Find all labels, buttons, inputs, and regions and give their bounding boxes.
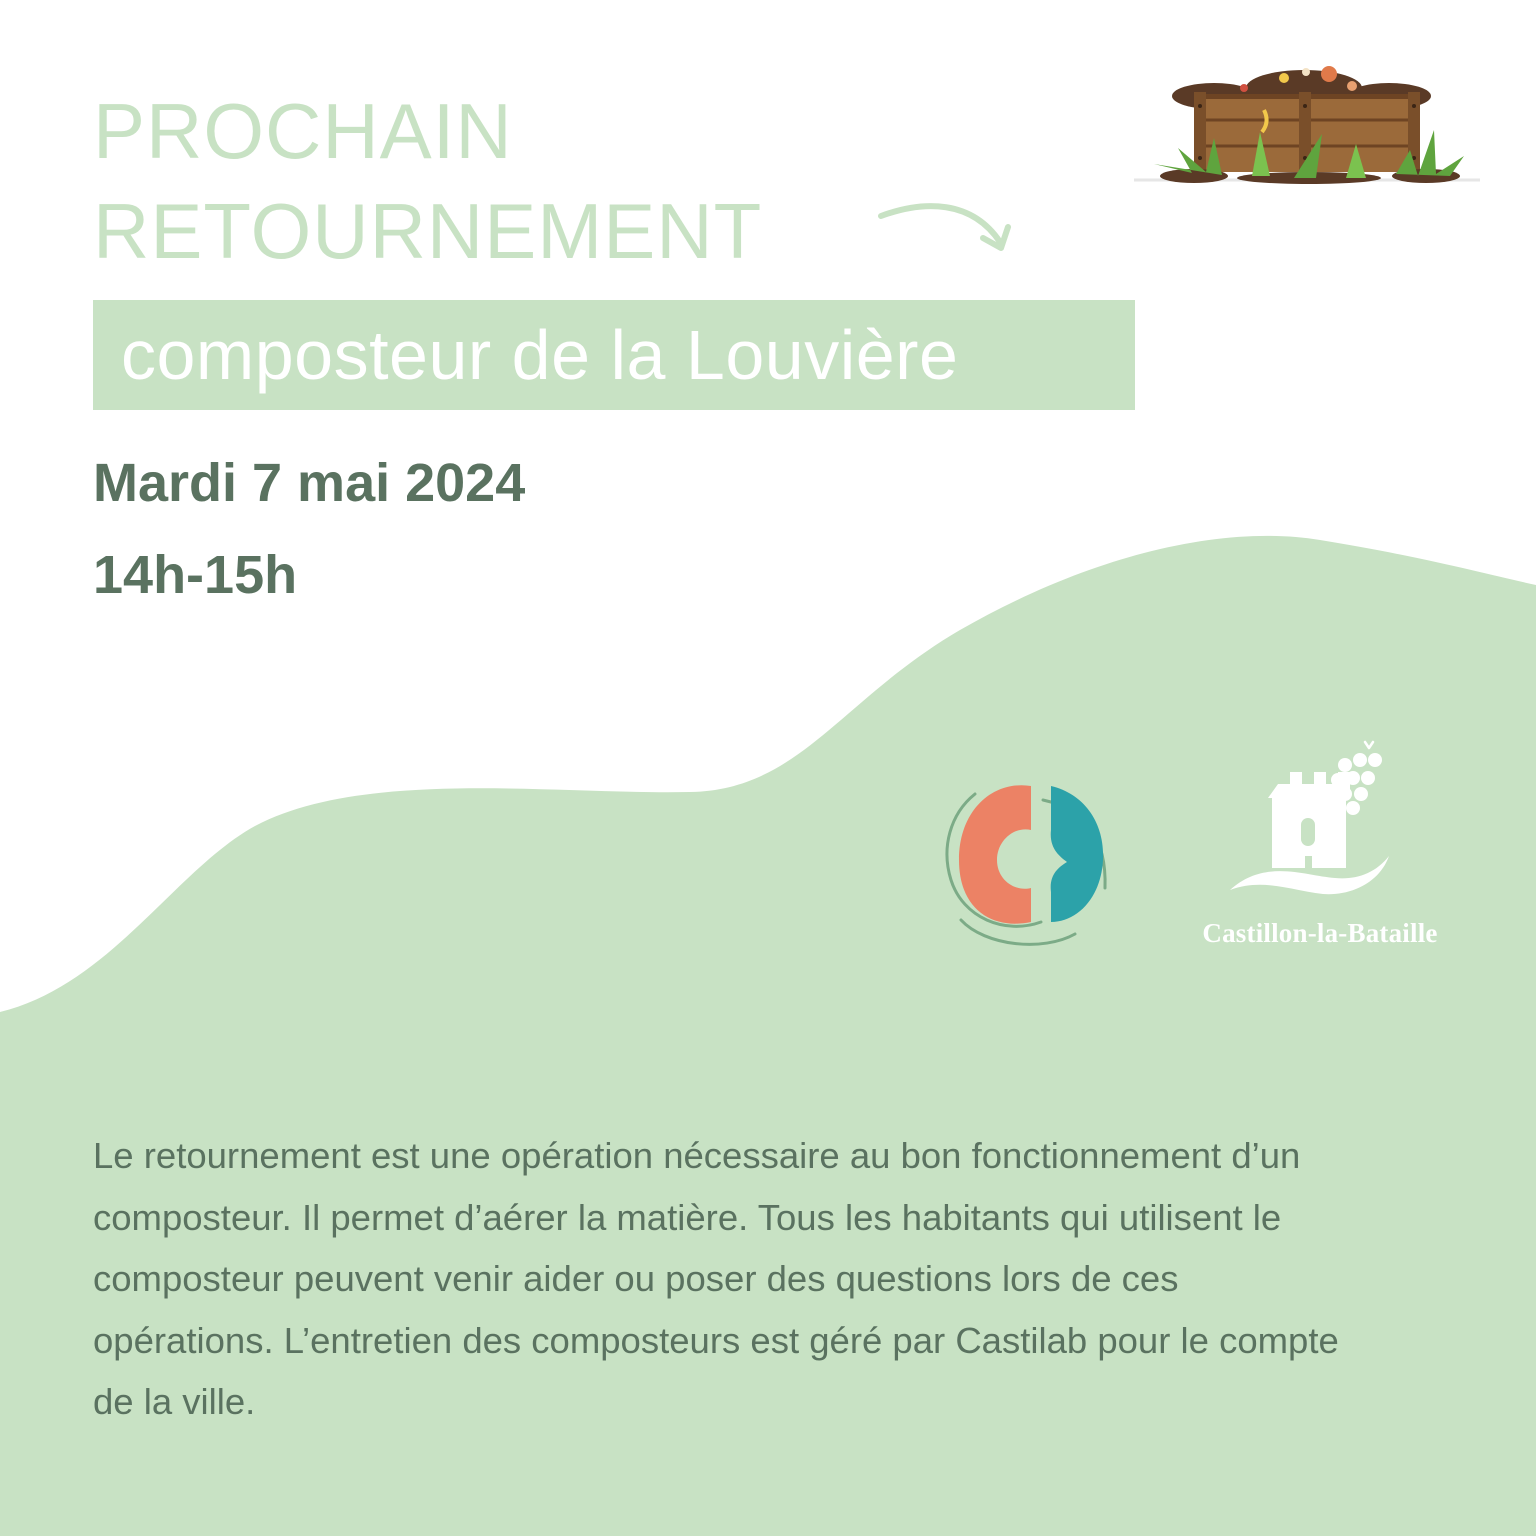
compost-bin-illustration (1134, 60, 1480, 190)
location-banner (93, 300, 1135, 410)
castilab-logo (935, 770, 1115, 955)
town-name: Castillon-la-Bataille (1202, 918, 1438, 948)
castillon-logo (1150, 738, 1490, 958)
headline-line-2: RETOURNEMENT (93, 187, 763, 275)
event-time: 14h-15h (93, 545, 298, 605)
curved-arrow-icon (874, 194, 1019, 260)
castle-grapes-icon (1225, 738, 1395, 898)
location-name: composteur de la Louvière (121, 316, 959, 394)
headline-line-1: PROCHAIN (93, 87, 513, 175)
description-paragraph: Le retournement est une opération nécessaire au bon fonctionnement d’un composteur. Il permet d’aérer la matière. Tous les habitants qui utilisent le composteur peuvent venir aider ou poser des questions lors de ces opérations. L’entretien des composteurs est géré par Castilab pour le compte de la ville. (93, 1135, 1339, 1422)
event-date: Mardi 7 mai 2024 (93, 453, 526, 513)
